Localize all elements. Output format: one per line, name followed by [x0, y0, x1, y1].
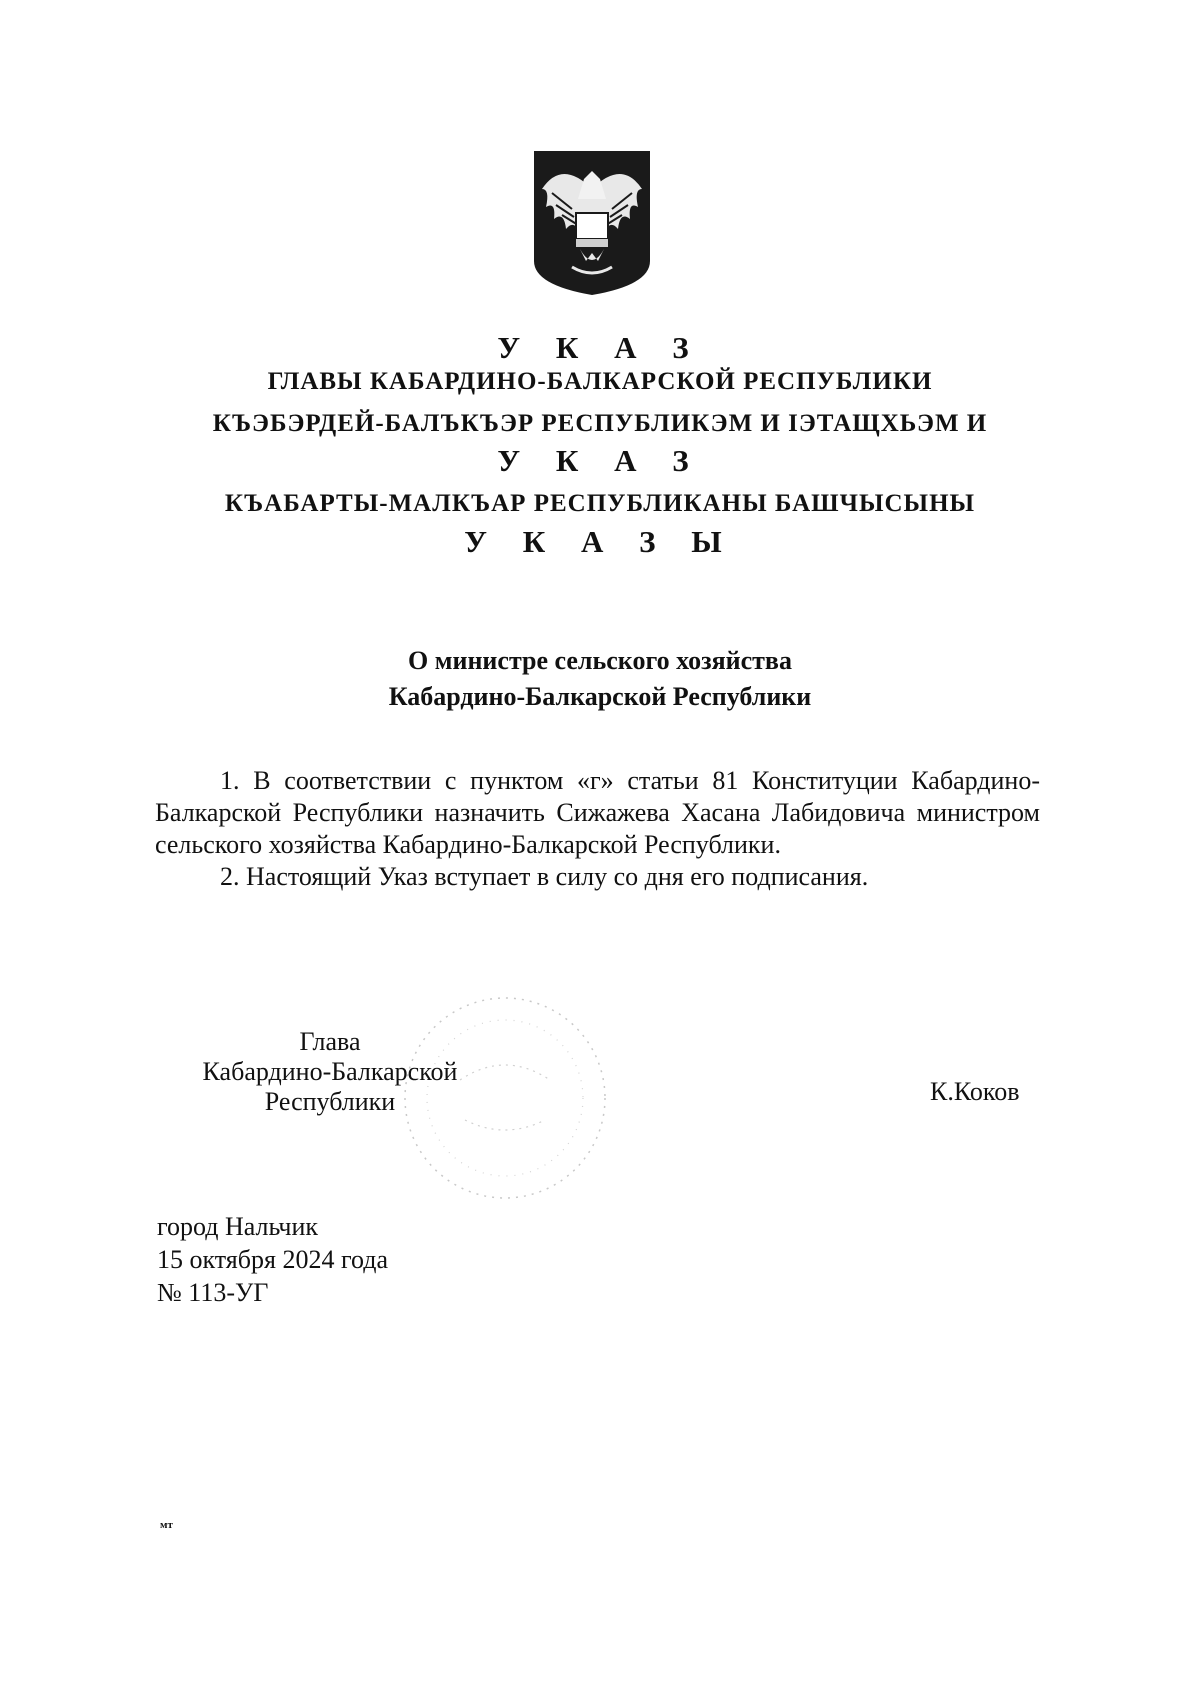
city: город Нальчик — [157, 1212, 319, 1241]
heading-ukaz-kbd: У К А З — [497, 443, 703, 478]
signatory-name: К.Коков — [930, 1077, 1020, 1106]
date: 15 октября 2024 года — [157, 1245, 388, 1274]
title-line-1: О министре сельского хозяйства — [408, 646, 792, 675]
document-title — [150, 643, 1050, 715]
heading-line-kbd: КЪЭБЭРДЕЙ-БАЛЪКЪЭР РЕСПУБЛИКЭМ И IЭТАЩХЬЭМ И — [212, 410, 988, 437]
document-body — [155, 765, 1040, 893]
place-date-number — [157, 1210, 388, 1309]
heading-line-krc: КЪАБАРТЫ-МАЛКЪАР РЕСПУБЛИКАНЫ БАШЧЫСЫНЫ — [224, 490, 976, 517]
heading-ukaz-ru: У К А З — [497, 330, 703, 365]
heading-line-ru: ГЛАВЫ КАБАРДИНО-БАЛКАРСКОЙ РЕСПУБЛИКИ — [267, 368, 933, 395]
coat-of-arms-icon — [532, 149, 652, 297]
paragraph-1: 1. В соответствии с пунктом «г» статьи 81 Конституции Кабардино-Балкарской Республики назначить Сижажева Хасана Лабидовича министром сельского хозяйства Кабардино-Балкарской Республики. — [155, 766, 1040, 859]
decree-number: № 113-УГ — [157, 1278, 269, 1307]
footer-mark: мт — [160, 1519, 173, 1531]
heading-ukaz-krc: У К А З Ы — [464, 524, 736, 559]
title-line-2: Кабардино-Балкарской Республики — [388, 682, 812, 711]
paragraph-2: 2. Настоящий Указ вступает в силу со дня его подписания. — [220, 862, 869, 891]
position-line-2: Кабардино-Балкарской — [202, 1057, 458, 1086]
position-line-1: Глава — [299, 1027, 361, 1056]
signatory-position — [170, 1027, 490, 1117]
position-line-3: Республики — [264, 1087, 396, 1116]
